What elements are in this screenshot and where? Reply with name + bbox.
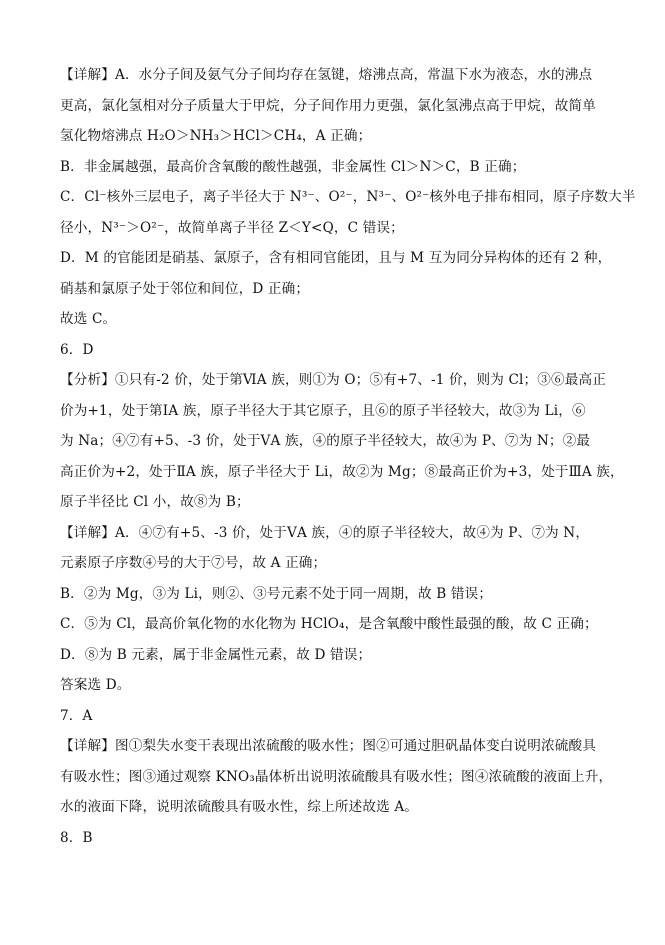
text-line: 【详解】图①梨失水变干表现出浓硫酸的吸水性；图②可通过胆矾晶体变白说明浓硫酸具 xyxy=(60,738,597,754)
text-line: 【详解】A．④⑦有+5、-3 价，处于ⅤA 族，④的原子半径较大，故④为 P、⑦为 N， xyxy=(60,524,590,541)
text-line: 硝基和氯原子处于邻位和间位，D 正确； xyxy=(60,280,310,297)
text-line: 价为+1，处于第ⅠA 族，原子半径大于其它原子，且⑥的原子半径较大，故③为 Li，⑥ xyxy=(60,402,586,419)
text-line: B．②为 Mg，③为 Li，则②、③号元素不处于同一周期，故 B 错误； xyxy=(60,585,493,602)
text-line: C．Cl⁻核外三层电子，离子半径大于 N³⁻、O²⁻，N³⁻、O²⁻核外电子排布相同，原子序数大半 xyxy=(60,189,636,205)
text-line: 径小，N³⁻＞O²⁻，故简单离子半径 Z＜Y<Q，C 错误； xyxy=(60,219,404,236)
question-number: 8．B xyxy=(60,829,93,846)
text-line: 元素原子序数④号的大于⑦号，故 A 正确； xyxy=(60,555,327,571)
text-line: B．非金属越强，最高价含氧酸的酸性越强，非金属性 Cl＞N＞C，B 正确； xyxy=(60,158,526,175)
text-line: 氢化物熔沸点 H₂O＞NH₃＞HCl＞CH₄，A 正确； xyxy=(60,128,372,144)
text-line: 为 Na；④⑦有+5、-3 价，处于ⅤA 族，④的原子半径较大，故④为 P、⑦为 N；②最 xyxy=(60,433,591,449)
text-line: C．⑤为 Cl，最高价氧化物的水化物为 HClO₄，是含氧酸中酸性最强的酸，故 C 正确； xyxy=(60,616,598,632)
text-line: 高正价为+2，处于ⅡA 族，原子半径大于 Li，故②为 Mg；⑧最高正价为+3，处于ⅢA 族， xyxy=(60,463,624,480)
text-line: 原子半径比 Cl 小，故⑧为 B； xyxy=(60,494,250,510)
text-line: D．⑧为 B 元素，属于非金属性元素，故 D 错误； xyxy=(60,646,372,663)
question-number: 6．D xyxy=(60,341,94,358)
text-line: D．M 的官能团是硝基、氯原子，含有相同官能团，且与 M 互为同分异构体的还有 2 种， xyxy=(60,250,612,266)
text-line: 水的液面下降，说明浓硫酸具有吸水性，综上所述故选 A。 xyxy=(60,799,419,815)
text-line: 更高，氯化氢相对分子质量大于甲烷，分子间作用力更强，氯化氢沸点高于甲烷，故简单 xyxy=(60,97,597,114)
text-line: 故选 C。 xyxy=(60,311,117,327)
document-page xyxy=(60,60,636,853)
text-line: 答案选 D。 xyxy=(60,677,131,693)
question-number: 7．A xyxy=(60,707,93,724)
text-line: 有吸水性；图③通过观察 KNO₃晶体析出说明浓硫酸具有吸水性；图④浓硫酸的液面上升， xyxy=(60,768,613,785)
text-line: 【详解】A．水分子间及氨气分子间均存在氢键，熔沸点高，常温下水为液态，水的沸点 xyxy=(60,67,593,83)
text-line: 【分析】①只有-2 价，处于第ⅥA 族，则①为 O；⑤有+7、-1 价，则为 Cl；③⑥最高正 xyxy=(60,372,606,388)
